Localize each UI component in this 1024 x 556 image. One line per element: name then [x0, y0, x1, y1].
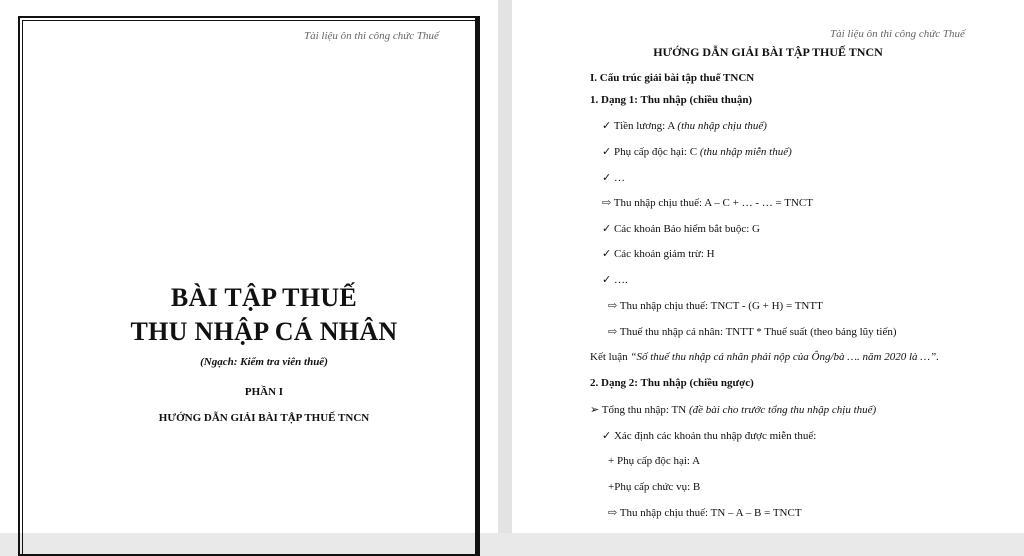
allowance-text: ✓ Phụ cấp độc hại: C: [602, 146, 700, 158]
content-header-note: Tài liệu ôn thi công chức Thuế: [830, 28, 965, 40]
allowance-note: (thu nhập miễn thuế): [699, 146, 792, 158]
cover-title-line2: THU NHẬP CÁ NHÂN: [130, 317, 398, 346]
content-page: [512, 0, 1024, 533]
salary-text: ✓ Tiền lương: A: [602, 120, 678, 132]
cover-title-line1: BÀI TẬP THUẾ: [170, 283, 358, 312]
position-allowance-line: +Phụ cấp chức vụ: B: [608, 481, 701, 493]
hazard-allowance-line: + Phụ cấp độc hại: A: [608, 455, 701, 467]
taxable-income-line-1: ⇨ Thu nhập chịu thuế: A – C + … - … = TNCT: [602, 197, 813, 209]
total-income-note: (đề bài cho trước tổng thu nhập chịu thuế): [688, 404, 877, 416]
salary-line: [602, 119, 767, 132]
exempt-income-line: ✓ Xác định các khoản thu nhập được miễn thuế:: [602, 430, 817, 442]
total-income-line: [590, 403, 876, 416]
total-income-text: ➢ Tổng thu nhập: TN: [590, 404, 689, 416]
cover-guide: HƯỚNG DẪN GIẢI BÀI TẬP THUẾ TNCN: [158, 412, 370, 424]
ellipsis-line-2: ✓ ….: [602, 274, 628, 286]
insurance-line: ✓ Các khoản Bảo hiểm bắt buộc: G: [602, 223, 760, 235]
ellipsis-line-1: ✓ …: [602, 172, 625, 184]
cover-part: PHẦN I: [244, 386, 284, 398]
type-1-heading: 1. Dạng 1: Thu nhập (chiều thuận): [590, 94, 753, 106]
cover-grade: (Ngạch: Kiểm tra viên thuế): [200, 356, 328, 368]
deduction-line: ✓ Các khoản giảm trừ: H: [602, 248, 715, 260]
content-heading: HƯỚNG DẪN GIẢI BÀI TẬP THUẾ TNCN: [653, 45, 883, 59]
taxable-income-line-3: ⇨ Thu nhập chịu thuế: TN – A – B = TNCT: [608, 507, 802, 519]
conclusion-quote: “Số thuế thu nhập cá nhân phải nộp của Ông/bà …. năm 2020 là …”.: [630, 351, 939, 363]
type-2-heading: 2. Dạng 2: Thu nhập (chiều ngược): [590, 377, 754, 389]
section-1-heading: I. Cấu trúc giải bài tập thuế TNCN: [590, 72, 755, 84]
taxable-income-line-2: ⇨ Thu nhập chịu thuế: TNCT - (G + H) = TNTT: [608, 300, 823, 312]
cover-header-note: Tài liệu ôn thi công chức Thuế: [304, 30, 439, 42]
conclusion-line: [590, 351, 939, 363]
cover-page: [0, 0, 498, 533]
page-gutter: [498, 0, 512, 533]
allowance-line: [602, 145, 792, 158]
salary-note: (thu nhập chịu thuế): [677, 120, 767, 132]
conclusion-text: Kết luận: [590, 351, 631, 363]
pit-line: ⇨ Thuế thu nhập cá nhân: TNTT * Thuế suất (theo bảng lũy tiến): [608, 326, 897, 338]
